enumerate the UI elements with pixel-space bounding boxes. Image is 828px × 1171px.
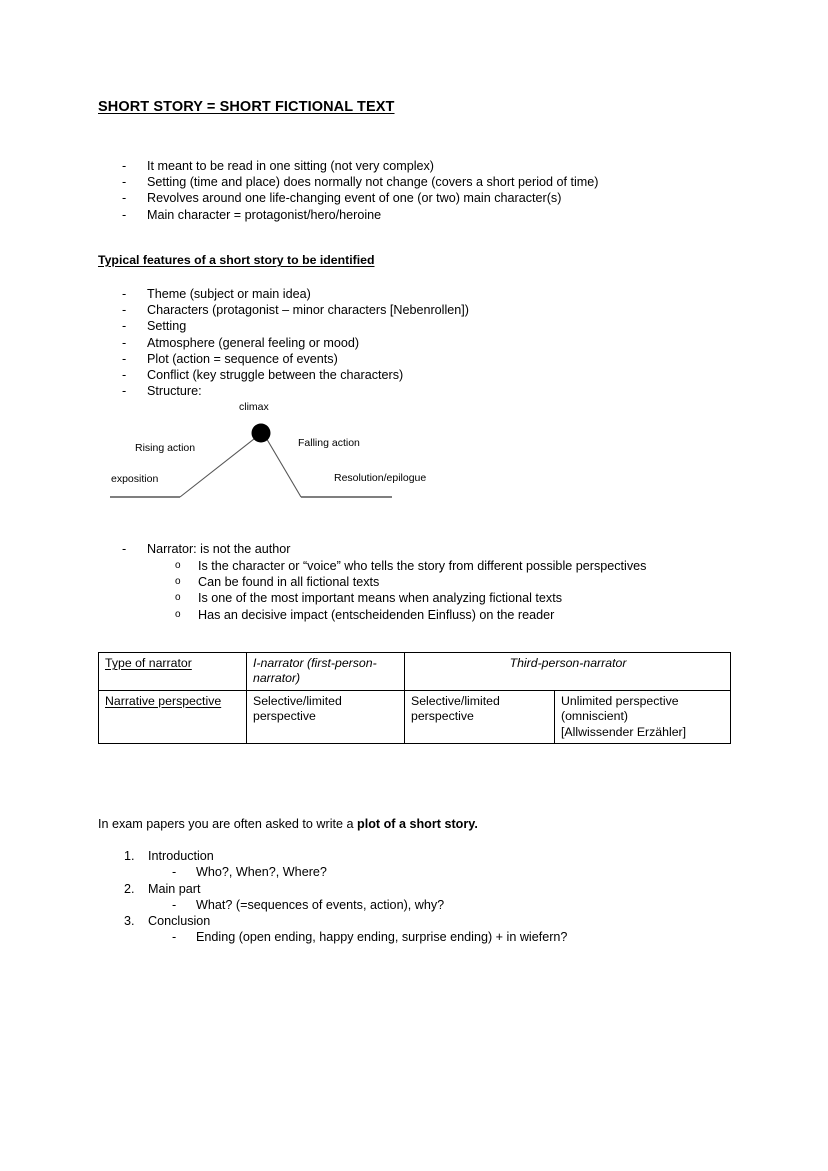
table-cell-first-person-header — [247, 653, 405, 691]
step-detail — [124, 929, 567, 945]
list-item — [175, 607, 646, 623]
step-heading — [124, 881, 567, 897]
list-item-text: Characters (protagonist – minor characters [Nebenrollen]) — [147, 303, 469, 318]
list-item-text: Revolves around one life-changing event of one (or two) main character(s) — [147, 191, 562, 206]
step-detail — [124, 864, 567, 880]
dash-marker-icon: - — [172, 865, 177, 880]
list-item-text: Narrator: is not the author — [147, 542, 291, 556]
list-item — [122, 207, 599, 223]
list-item-text: Main character = protagonist/hero/heroine — [147, 207, 382, 222]
falling-action-label: Falling action — [298, 437, 360, 449]
table-cell-narrative-perspective — [99, 690, 247, 743]
dash-marker-icon: - — [122, 335, 127, 350]
dash-marker-icon: - — [122, 351, 127, 366]
list-item-text: Has an decisive impact (entscheidenden Einfluss) on the reader — [198, 607, 555, 622]
dash-marker-icon: - — [122, 384, 127, 399]
cell-text: Type of narrator — [105, 656, 192, 670]
table-row — [99, 653, 731, 691]
table-cell-third-person-unlimited — [555, 690, 731, 743]
step-label: Main part — [148, 881, 201, 896]
step-number: 2. — [124, 881, 135, 896]
list-item-text: Setting — [147, 319, 187, 334]
circle-marker-icon: o — [175, 592, 181, 604]
table-cell-type-of-narrator — [99, 653, 247, 691]
list-item — [122, 351, 469, 367]
narrator-bullet-list — [122, 541, 291, 557]
step-label: Conclusion — [148, 914, 211, 929]
plot-step — [124, 881, 567, 914]
narrator-types-table — [98, 652, 731, 744]
list-item — [175, 558, 647, 574]
list-item — [122, 174, 599, 190]
dash-marker-icon: - — [122, 319, 127, 334]
list-item — [122, 383, 469, 399]
cell-text: Third-person-narrator — [509, 656, 627, 670]
table-row — [99, 690, 731, 743]
list-item-text: Theme (subject or main idea) — [147, 287, 311, 301]
plot-step — [124, 913, 567, 946]
step-detail-text: What? (=sequences of events, action), why? — [196, 897, 445, 912]
list-item — [122, 286, 469, 302]
features-bullet-list — [122, 286, 469, 399]
table-cell-third-person-header — [405, 653, 731, 691]
plot-steps-list — [124, 848, 567, 946]
resolution-label: Resolution/epilogue — [334, 472, 427, 484]
list-item — [122, 190, 599, 206]
step-label: Introduction — [148, 849, 214, 863]
circle-marker-icon: o — [175, 608, 181, 620]
list-item-text: Setting (time and place) does normally not change (covers a short period of time) — [147, 175, 599, 190]
list-item-text: Atmosphere (general feeling or mood) — [147, 335, 360, 350]
table-cell-first-person-perspective — [247, 690, 405, 743]
cell-text: Selective/limited perspective — [253, 693, 342, 724]
step-detail — [124, 897, 567, 913]
list-item-text: It meant to be read in one sitting (not very complex) — [147, 159, 434, 173]
dash-marker-icon: - — [122, 159, 127, 173]
exam-intro-bold: plot of a short story. — [357, 817, 478, 831]
dash-marker-icon: - — [122, 303, 127, 318]
intro-bullet-list — [122, 158, 599, 223]
list-item-text: Structure: — [147, 384, 202, 399]
step-heading — [124, 913, 567, 929]
cell-text: Narrative perspective — [105, 693, 222, 708]
exam-intro-normal: In exam papers you are often asked to write a — [98, 817, 358, 831]
list-item-text: Conflict (key struggle between the characters) — [147, 368, 404, 383]
page-title: SHORT STORY = SHORT FICTIONAL TEXT — [98, 99, 395, 115]
dash-marker-icon: - — [172, 930, 177, 945]
rising-action-label: Rising action — [135, 442, 196, 454]
dash-marker-icon: - — [122, 175, 127, 190]
falling-action-line — [265, 436, 301, 497]
climax-point-icon — [252, 424, 271, 443]
step-detail-text: Who?, When?, Where? — [196, 865, 327, 880]
list-item-text: Is one of the most important means when analyzing fictional texts — [198, 591, 563, 606]
list-item — [122, 318, 469, 334]
cell-text-line2: (omniscient) — [561, 709, 628, 724]
list-item-text: Can be found in all fictional texts — [198, 575, 380, 590]
plot-step — [124, 848, 567, 881]
list-item — [122, 367, 469, 383]
narrator-sub-bullet-list — [175, 558, 647, 623]
climax-label: climax — [239, 401, 269, 413]
list-item — [175, 590, 646, 606]
list-item-text: Plot (action = sequence of events) — [147, 351, 338, 366]
dash-marker-icon: - — [122, 207, 127, 222]
exam-intro-paragraph — [98, 816, 478, 832]
list-item — [122, 335, 469, 351]
list-item — [122, 302, 469, 318]
step-number: 3. — [124, 914, 135, 929]
list-item — [122, 158, 599, 174]
circle-marker-icon: o — [175, 560, 181, 571]
list-item — [122, 541, 291, 557]
table-cell-third-person-selective — [405, 690, 555, 743]
circle-marker-icon: o — [175, 576, 181, 588]
dash-marker-icon: - — [172, 897, 177, 912]
step-heading — [124, 848, 567, 864]
features-heading: Typical features of a short story to be identified — [98, 253, 375, 267]
exposition-label: exposition — [111, 473, 159, 485]
cell-text-line3: [Allwissender Erzähler] — [561, 724, 687, 739]
cell-text-line1: Unlimited perspective — [561, 693, 679, 708]
list-item-text: Is the character or “voice” who tells the story from different possible perspectives — [198, 559, 647, 573]
cell-text: I-narrator (first-person-narrator) — [253, 656, 377, 686]
list-item — [175, 574, 646, 590]
dash-marker-icon: - — [122, 191, 127, 206]
dash-marker-icon: - — [122, 287, 127, 301]
cell-text: Selective/limited perspective — [411, 693, 500, 724]
dash-marker-icon: - — [122, 368, 127, 383]
plot-structure-diagram — [98, 398, 438, 508]
dash-marker-icon: - — [122, 542, 127, 556]
step-detail-text: Ending (open ending, happy ending, surprise ending) + in wiefern? — [196, 930, 568, 945]
step-number: 1. — [124, 849, 135, 863]
